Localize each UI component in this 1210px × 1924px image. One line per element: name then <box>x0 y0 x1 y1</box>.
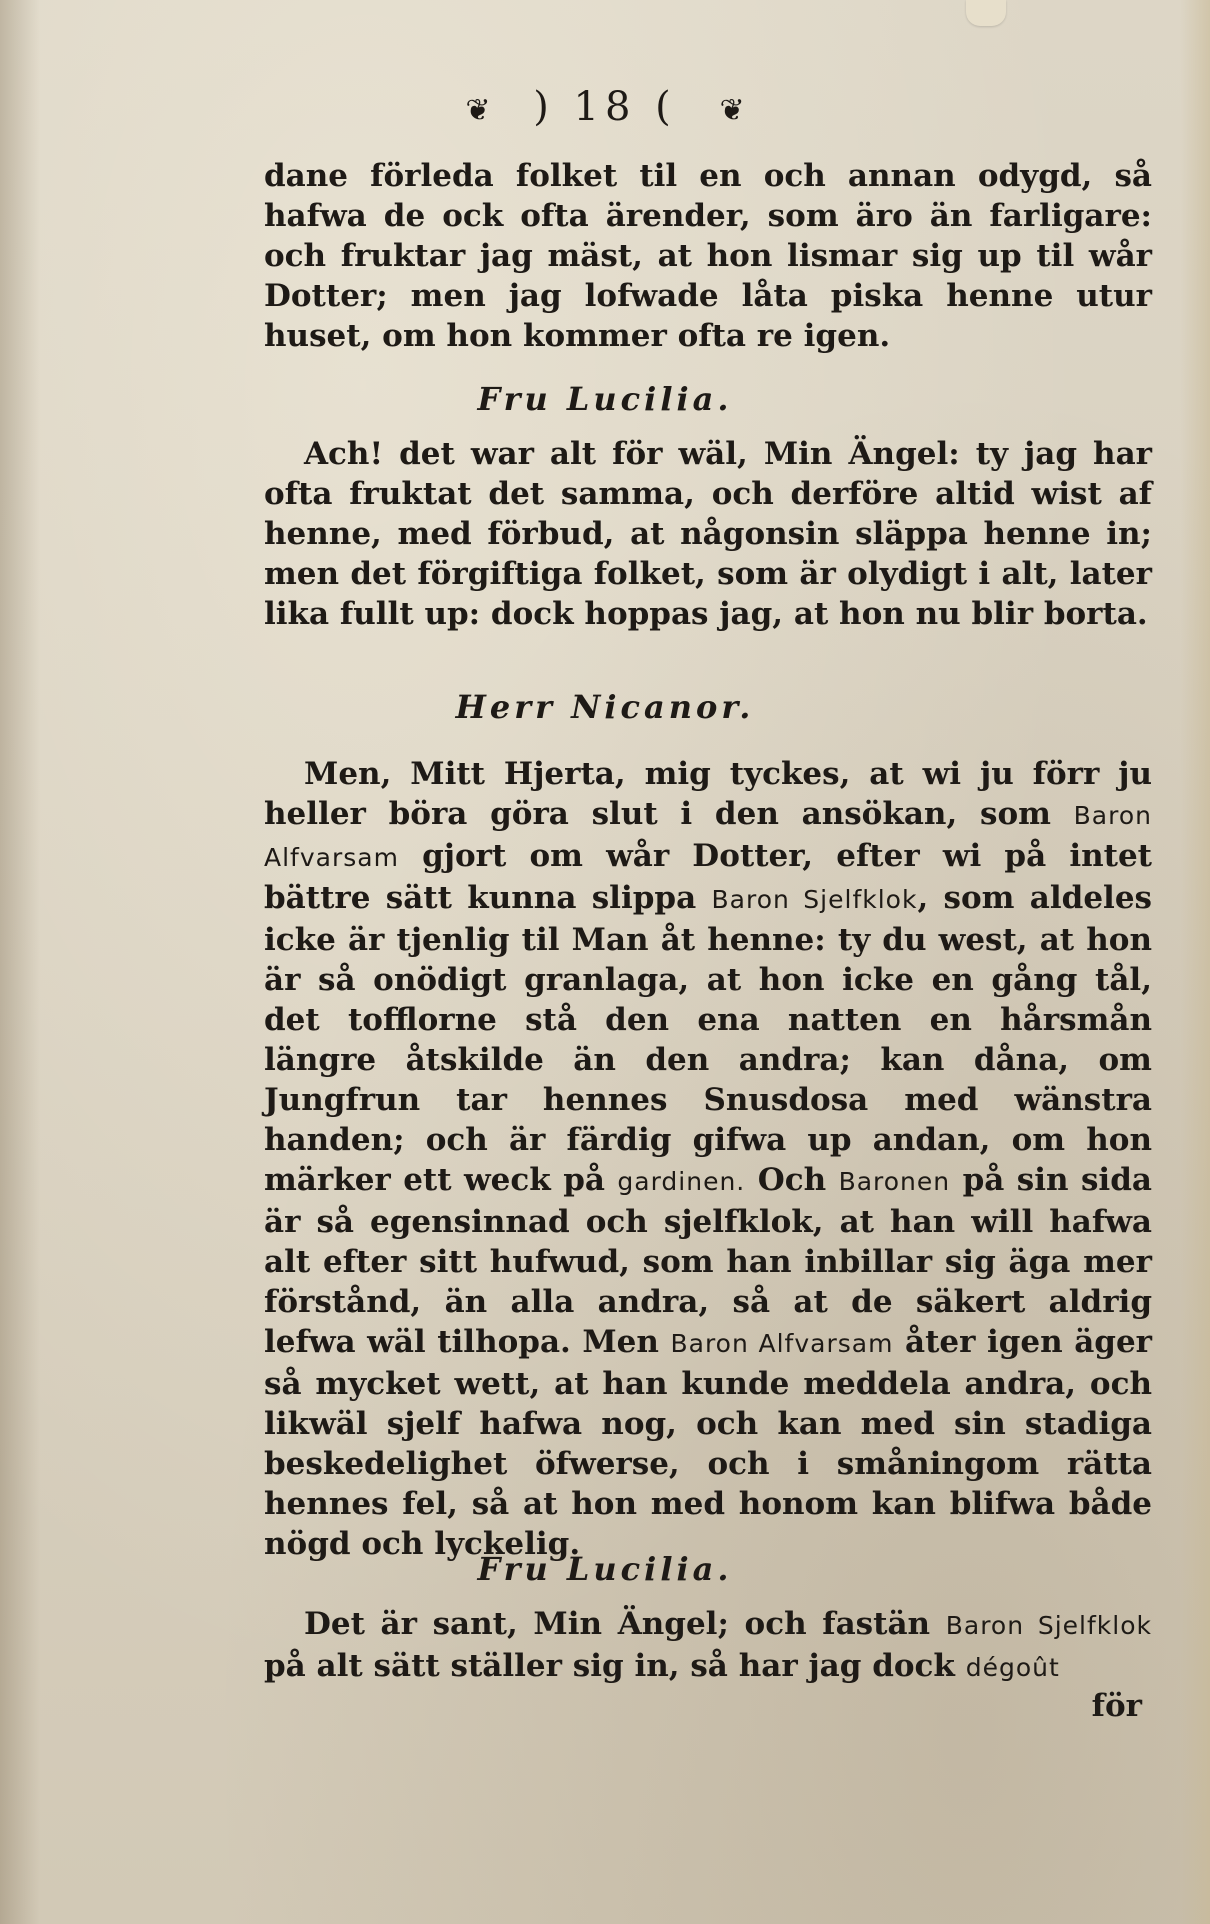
page-number: ) 18 ( <box>533 84 677 130</box>
catchword: för <box>1091 1688 1142 1724</box>
page-header <box>0 84 1210 130</box>
passage-1: dane förleda folket til en och annan odygd, så hafwa de ock ofta ärender, som äro än farligare: och fruktar jag mäst, at hon lismar sig up til wår Dotter; men jag lofwade låta piska henne utur huset, om hon kommer ofta re igen. <box>264 158 1152 354</box>
speaker-heading-2: Herr Nicanor. <box>455 688 755 726</box>
passage-3-part-2: gjort om wår Dotter, efter wi på intet bättre sätt kunna slippa <box>264 838 1152 916</box>
passage-3-part-5: på sin sida är så egensinnad och sjelfklok, at han will hafwa alt efter sitt hufwud, som han inbillar sig äga mer förstånd, än alla andra, så at de säkert aldrig lefwa wäl tilhopa. Men <box>264 1162 1152 1360</box>
ornament-left-icon: ❦ <box>465 92 491 128</box>
passage-3-part-1: Men, Mitt Hjerta, mig tyckes, at wi ju förr ju heller böra göra slut i den ansökan, som <box>264 756 1152 832</box>
foreign-word: dégoût <box>965 1653 1060 1682</box>
passage-3-part-4: Och <box>757 1162 827 1198</box>
passage-4-part-2: på alt sätt ställer sig in, så har jag dock <box>264 1648 955 1684</box>
baron-name: Baron Sjelfklok <box>711 885 918 914</box>
passage-4 <box>264 1604 1152 1688</box>
ornament-right-icon: ❦ <box>719 92 745 128</box>
speaker-heading-3: Fru Lucilia. <box>477 1550 733 1588</box>
passage-3-part-6: åter igen äger så mycket wett, at han kunde meddela andra, och likwäl sjelf hafwa nog, och kan med sin stadiga beskedelighet öfwerse, och i småningom rätta hennes fel, så at hon med honom kan blifwa både nögd och lyckelig. <box>264 1324 1153 1562</box>
baron-name: Baron Alfvarsam <box>670 1329 894 1358</box>
foreign-word: gardinen. <box>617 1167 746 1196</box>
passage-3-part-3: , som aldeles icke är tjenlig til Man åt henne: ty du west, at hon är så onödigt granlaga, at hon icke en gång tål, det tofflorne stå den ena natten en hårsmån längre åtskilde än den andra; kan dåna, om Jungfrun tar hennes Snusdosa med wänstra handen; och är färdig gifwa up andan, om hon märker ett weck på <box>264 880 1153 1198</box>
baron-name: Baron Sjelfklok <box>945 1611 1152 1640</box>
baron-name: Baron Alfvarsam <box>264 801 1152 872</box>
speaker-heading-1: Fru Lucilia. <box>477 380 733 418</box>
paper-tab-mark <box>966 0 1006 26</box>
passage-3 <box>264 754 1152 1564</box>
passage-4-part-1: Det är sant, Min Ängel; och fastän <box>304 1606 931 1642</box>
baron-name: Baronen <box>838 1167 951 1196</box>
passage-2: Ach! det war alt för wäl, Min Ängel: ty jag har ofta fruktat det samma, och derföre altid wist af henne, med förbud, at någonsin släppa henne in; men det förgiftiga folket, som är olydigt i alt, later lika fullt up: dock hoppas jag, at hon nu blir borta. <box>264 436 1152 632</box>
